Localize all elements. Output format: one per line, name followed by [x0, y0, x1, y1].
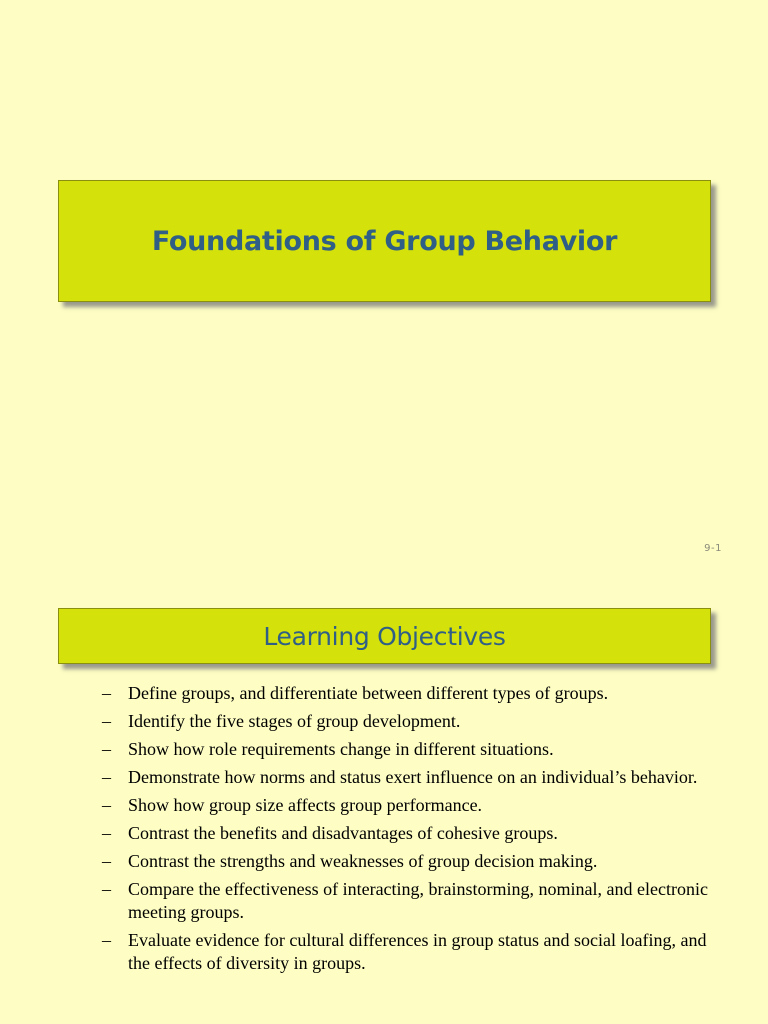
- dash-bullet-icon: –: [102, 711, 111, 731]
- title-box: [58, 608, 711, 664]
- objective-item: [102, 766, 722, 789]
- objective-text: Define groups, and differentiate between different types of groups.: [128, 683, 609, 703]
- objective-text: Contrast the strengths and weaknesses of group decision making.: [128, 851, 598, 871]
- dash-bullet-icon: –: [102, 795, 111, 815]
- dash-bullet-icon: –: [102, 767, 111, 787]
- dash-bullet-icon: –: [102, 930, 111, 950]
- slide-number: 9-1: [704, 543, 722, 554]
- objective-item: [102, 682, 722, 705]
- dash-bullet-icon: –: [102, 851, 111, 871]
- objectives-list: [102, 682, 722, 980]
- objective-item: [102, 710, 722, 733]
- title-box: [58, 180, 711, 302]
- objective-item: [102, 878, 722, 924]
- objective-item: [102, 929, 722, 975]
- dash-bullet-icon: –: [102, 823, 111, 843]
- objective-text: Contrast the benefits and disadvantages of cohesive groups.: [128, 823, 558, 843]
- objective-text: Demonstrate how norms and status exert influence on an individual’s behavior.: [128, 767, 698, 787]
- objective-text: Evaluate evidence for cultural differences in group status and social loafing, and the effects of diversity in groups.: [128, 930, 707, 973]
- slide-title: Learning Objectives: [263, 621, 506, 651]
- objective-item: [102, 822, 722, 845]
- objective-item: [102, 850, 722, 873]
- objective-text: Identify the five stages of group development.: [128, 711, 461, 731]
- dash-bullet-icon: –: [102, 683, 111, 703]
- objective-item: [102, 738, 722, 761]
- dash-bullet-icon: –: [102, 879, 111, 899]
- objective-item: [102, 794, 722, 817]
- dash-bullet-icon: –: [102, 739, 111, 759]
- objective-text: Show how role requirements change in different situations.: [128, 739, 554, 759]
- slide-title: Foundations of Group Behavior: [151, 225, 618, 257]
- slide-2: [0, 575, 768, 1024]
- objective-text: Show how group size affects group performance.: [128, 795, 483, 815]
- objective-text: Compare the effectiveness of interacting, brainstorming, nominal, and electronic meeting groups.: [128, 879, 708, 922]
